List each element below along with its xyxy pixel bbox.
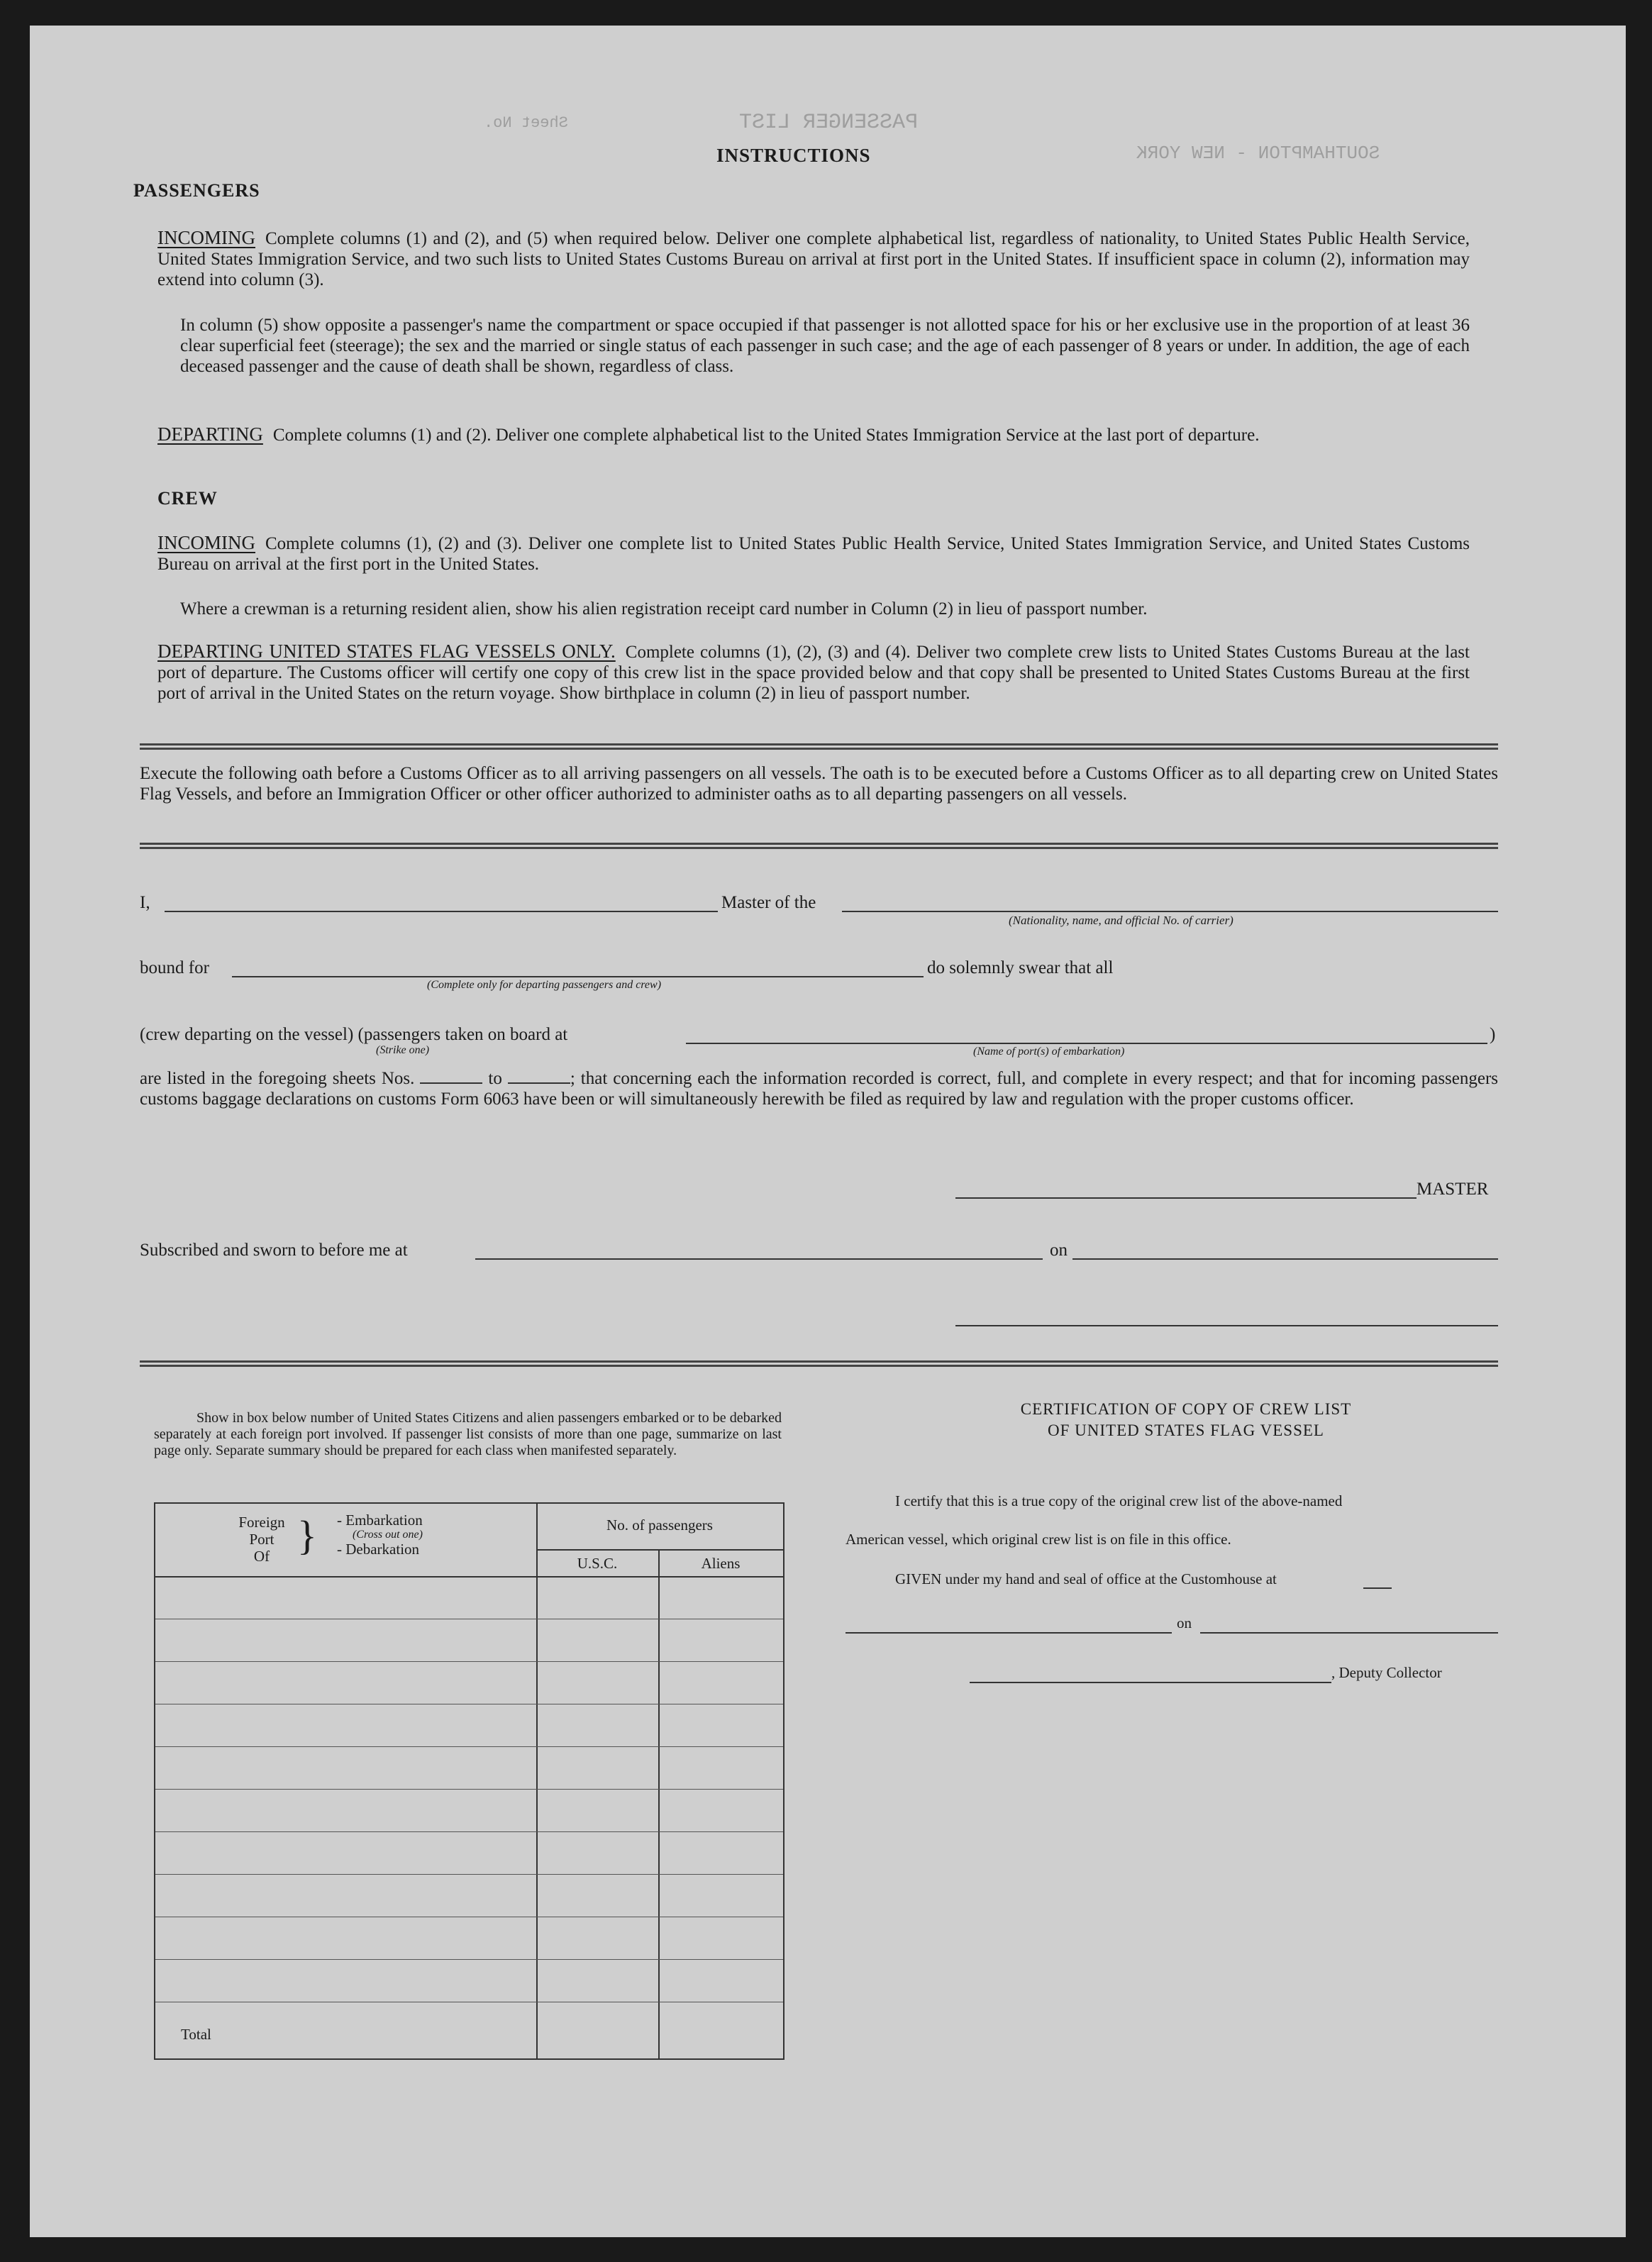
oath-subscribed: Subscribed and sworn to before me at bbox=[140, 1241, 408, 1260]
given-text: GIVEN under my hand and seal of office at the Customhouse at bbox=[895, 1570, 1277, 1587]
passengers-departing-label: DEPARTING bbox=[157, 423, 263, 445]
bound-for-field[interactable] bbox=[232, 976, 924, 977]
passengers-incoming-text: Complete columns (1) and (2), and (5) when required below. Deliver one complete alphabetical list, regardless of nationality, to United States Public Health Service, United States Immigration Service, and two such lists to United States Customs Bureau on arrival at first port in the United States. If insufficient space in column (2), information may extend into column (3). bbox=[157, 229, 1470, 289]
oath-master-of: Master of the bbox=[721, 893, 816, 912]
oath-listed-b: ; that concerning each the information recorded is correct, full, and complete in every respect; and that for incoming passengers customs baggage declarations on customs Form 6063 have been or will simultaneously herewith be filed as required by law and regulation with the proper customs officer. bbox=[140, 1069, 1499, 1109]
summary-row-line bbox=[155, 1874, 783, 1875]
port-label: Port bbox=[249, 1531, 275, 1548]
oath-listed-to: to bbox=[488, 1069, 502, 1088]
deputy-collector-label: , Deputy Collector bbox=[1331, 1664, 1442, 1681]
master-label: MASTER bbox=[1417, 1180, 1489, 1199]
crew-incoming-label: INCOMING bbox=[157, 532, 255, 553]
aliens-label: Aliens bbox=[701, 1555, 741, 1572]
oath-listed-a: are listed in the foregoing sheets Nos. bbox=[140, 1069, 415, 1088]
passengers-departing-paragraph bbox=[157, 424, 1470, 445]
crew-departing-label: DEPARTING UNITED STATES FLAG VESSELS ONLY. bbox=[157, 641, 616, 662]
certify-line2: American vessel, which original crew list is on file in this office. bbox=[846, 1531, 1231, 1548]
summary-col-divider-2 bbox=[658, 1549, 660, 2058]
carrier-caption: (Nationality, name, and official No. of carrier) bbox=[1009, 914, 1234, 927]
certify-line1: I certify that this is a true copy of the original crew list of the above-named bbox=[895, 1492, 1343, 1509]
ports-caption: (Name of port(s) of embarkation) bbox=[973, 1046, 1125, 1058]
summary-intro: Show in box below number of United States Citizens and alien passengers embarked or to be debarked separately at each foreign port involved. If passenger list consists of more than one page, summarize on last page only. Separate summary should be prepared for each class when manifested separately. bbox=[154, 1410, 782, 1458]
bleedthrough-sheet-no: Sheet No. bbox=[484, 114, 568, 132]
passengers-heading: PASSENGERS bbox=[133, 180, 260, 201]
summary-row-line bbox=[155, 1661, 783, 1662]
summary-row-line bbox=[155, 1831, 783, 1832]
crew-incoming-text: Complete columns (1), (2) and (3). Deliver one complete list to United States Public Health Service, United States Immigration Service, and United States Customs Bureau on arrival at the first port in the United States. bbox=[157, 534, 1470, 574]
bleedthrough-route: SOUTHAMPTON - NEW YORK bbox=[1136, 143, 1380, 164]
divider-3 bbox=[140, 1360, 1498, 1367]
customhouse-field-tail[interactable] bbox=[1363, 1587, 1392, 1589]
oath-close-paren: ) bbox=[1490, 1025, 1496, 1044]
crew-incoming-paragraph bbox=[157, 533, 1470, 575]
certification-date-field[interactable] bbox=[1200, 1632, 1498, 1634]
sheet-to-field[interactable] bbox=[508, 1082, 570, 1084]
embarkation-label: - Embarkation bbox=[337, 1512, 423, 1529]
sheet-from-field[interactable] bbox=[420, 1082, 482, 1084]
oath-intro: Execute the following oath before a Customs Officer as to all arriving passengers on all vessels. The oath is to be executed before a Customs Officer as to all departing crew on United States Flag Vessels, and before an Immigration Officer or other officer authorized to administer oaths as to all departing passengers on all vessels. bbox=[140, 764, 1498, 804]
foreign-port-of-label bbox=[226, 1514, 297, 1565]
foreign-label: Foreign bbox=[238, 1514, 285, 1531]
passengers-incoming-paragraph bbox=[157, 228, 1470, 290]
cross-out-label: (Cross out one) bbox=[353, 1529, 423, 1541]
divider-1 bbox=[140, 743, 1498, 750]
passengers-departing-text: Complete columns (1) and (2). Deliver one complete alphabetical list to the United States Immigration Service at the last port of departure. bbox=[272, 426, 1260, 445]
usc-label: U.S.C. bbox=[577, 1555, 618, 1572]
of-label: Of bbox=[253, 1548, 270, 1565]
crew-resident-paragraph: Where a crewman is a returning resident alien, show his alien registration receipt card number in Column (2) in lieu of passport number. bbox=[180, 599, 1148, 619]
customhouse-place-field[interactable] bbox=[846, 1632, 1172, 1634]
oath-swear: do solemnly swear that all bbox=[927, 958, 1114, 977]
deputy-signature-field[interactable] bbox=[970, 1682, 1331, 1683]
summary-subheader-divider bbox=[536, 1549, 783, 1551]
summary-row-line bbox=[155, 1959, 783, 1960]
bleedthrough-passenger-list: PASSENGER LIST bbox=[739, 111, 919, 135]
summary-col-divider-1 bbox=[536, 1504, 538, 2058]
summary-row-line bbox=[155, 1789, 783, 1790]
certification-title-line1: CERTIFICATION OF COPY OF CREW LIST bbox=[1020, 1400, 1352, 1418]
debarkation-label: - Debarkation bbox=[337, 1541, 420, 1558]
divider-2 bbox=[140, 843, 1498, 849]
carrier-field[interactable] bbox=[842, 911, 1498, 912]
master-signature-field[interactable] bbox=[955, 1197, 1417, 1199]
bound-caption: (Complete only for departing passengers and crew) bbox=[427, 979, 662, 991]
page-title: INSTRUCTIONS bbox=[716, 145, 871, 166]
sworn-place-field[interactable] bbox=[475, 1258, 1043, 1260]
embarkation-ports-field[interactable] bbox=[686, 1043, 1487, 1044]
master-name-field[interactable] bbox=[165, 911, 718, 912]
summary-row-line bbox=[155, 1746, 783, 1747]
oath-listed-paragraph bbox=[140, 1068, 1498, 1109]
crew-heading: CREW bbox=[157, 488, 218, 509]
document-sheet bbox=[30, 26, 1626, 2237]
summary-header-bottom bbox=[155, 1576, 783, 1578]
oath-i-label: I, bbox=[140, 893, 150, 912]
sworn-date-field[interactable] bbox=[1072, 1258, 1498, 1260]
embarkation-options bbox=[337, 1512, 423, 1558]
brace-glyph: } bbox=[297, 1512, 317, 1558]
cert-on-label: on bbox=[1177, 1614, 1192, 1631]
officer-signature-field[interactable] bbox=[955, 1325, 1498, 1326]
passengers-column5-paragraph: In column (5) show opposite a passenger's name the compartment or space occupied if that passenger is not allotted space for his or her exclusive use in the proportion of at least 36 clear superficial feet (steerage); the sex and the married or single status of each passenger in such case; and the age of each passenger of 8 years or under. In addition, the age of each deceased passenger and the cause of death shall be shown, regardless of class. bbox=[180, 316, 1470, 376]
passenger-summary-table bbox=[154, 1502, 785, 2060]
crew-departing-paragraph bbox=[157, 641, 1470, 704]
passengers-incoming-label: INCOMING bbox=[157, 227, 255, 248]
strike-one-caption: (Strike one) bbox=[376, 1044, 430, 1056]
oath-crew-departing: (crew departing on the vessel) (passengers taken on board at bbox=[140, 1025, 568, 1044]
oath-on: on bbox=[1050, 1241, 1068, 1260]
certification-title-line2: OF UNITED STATES FLAG VESSEL bbox=[1048, 1421, 1324, 1439]
certification-title bbox=[867, 1399, 1505, 1441]
total-label: Total bbox=[181, 2026, 211, 2043]
no-of-passengers-label: No. of passengers bbox=[606, 1517, 713, 1534]
oath-bound-for: bound for bbox=[140, 958, 209, 977]
crew-departing-text: Complete columns (1), (2), (3) and (4). Deliver two complete crew lists to United States Customs Bureau at the last port of departure. The Customs officer will certify one copy of this crew list in the space provided below and that copy shall be presented to United States Customs Bureau at the first port of arrival in the United States on the return voyage. Show birthplace in column (2) in lieu of passport number. bbox=[157, 643, 1470, 703]
